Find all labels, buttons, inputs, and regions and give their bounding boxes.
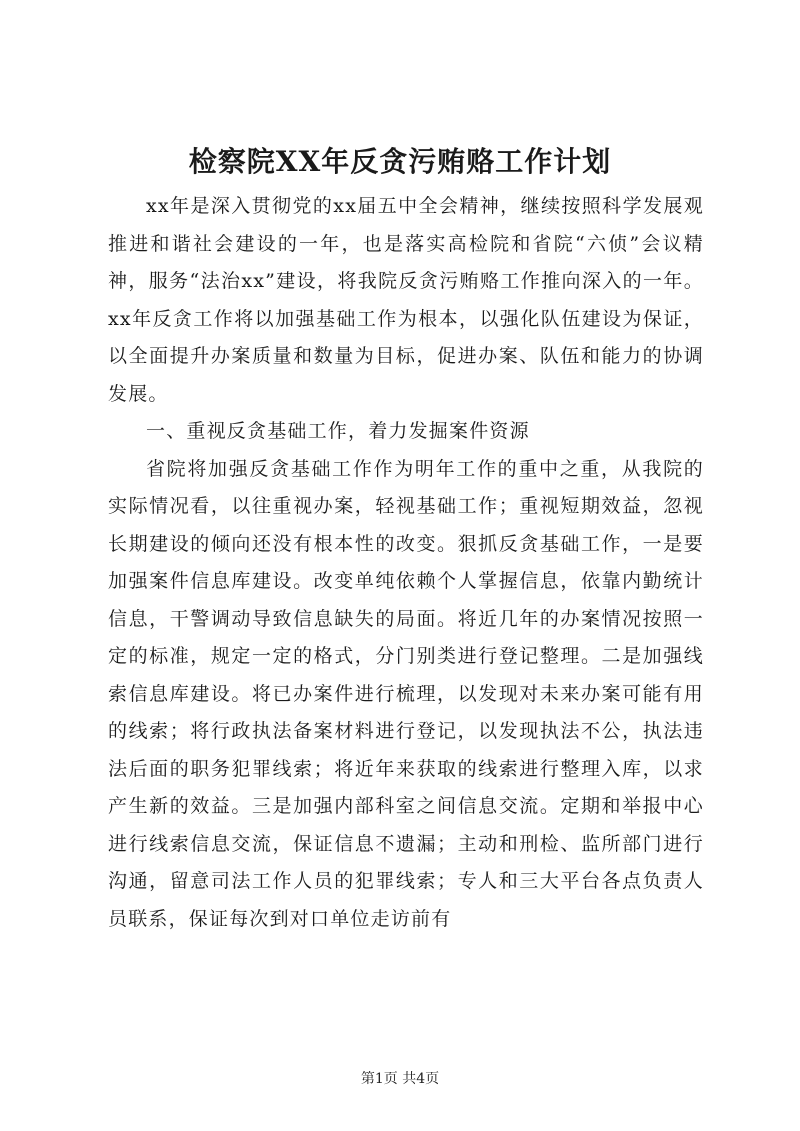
section-heading-1: 一、重视反贪基础工作，着力发掘案件资源 — [146, 420, 530, 442]
page-footer: 第1页 共4页 — [360, 1071, 440, 1087]
paragraph-intro: xx年是深入贯彻党的xx届五中全会精神，继续按照科学发展观推进和谐社会建设的一年，也是落实高检院和省院“六侦”会议精神，服务“法治xx”建设，将我院反贪污贿赂工作推向深入的一年。xx年反贪工作将以加强基础工作为根本，以强化队伍建设为保证，以全面提升办案质量和数量为目标，促进办案、队伍和能力的协调发展。 — [108, 195, 704, 405]
document-title: 检察院XX年反贪污贿赂工作计划 — [188, 145, 612, 178]
document-body — [108, 188, 704, 938]
paragraph-section-1: 省院将加强反贪基础工作作为明年工作的重中之重，从我院的实际情况看，以往重视办案，轻视基础工作；重视短期效益，忽视长期建设的倾向还没有根本性的改变。狠抓反贪基础工作，一是要加强案件信息库建设。改变单纯依赖个人掌握信息，依靠内勤统计信息，干警调动导致信息缺失的局面。将近几年的办案情况按照一定的标准，规定一定的格式，分门别类进行登记整理。二是加强线索信息库建设。将已办案件进行梳理，以发现对未来办案可能有用的线索；将行政执法备案材料进行登记，以发现执法不公，执法违法后面的职务犯罪线索；将近年来获取的线索进行整理入库，以求产生新的效益。三是加强内部科室之间信息交流。定期和举报中心进行线索信息交流，保证信息不遗漏；主动和刑检、监所部门进行沟通，留意司法工作人员的犯罪线索；专人和三大平台各点负责人员联系，保证每次到对口单位走访前有 — [108, 457, 704, 930]
